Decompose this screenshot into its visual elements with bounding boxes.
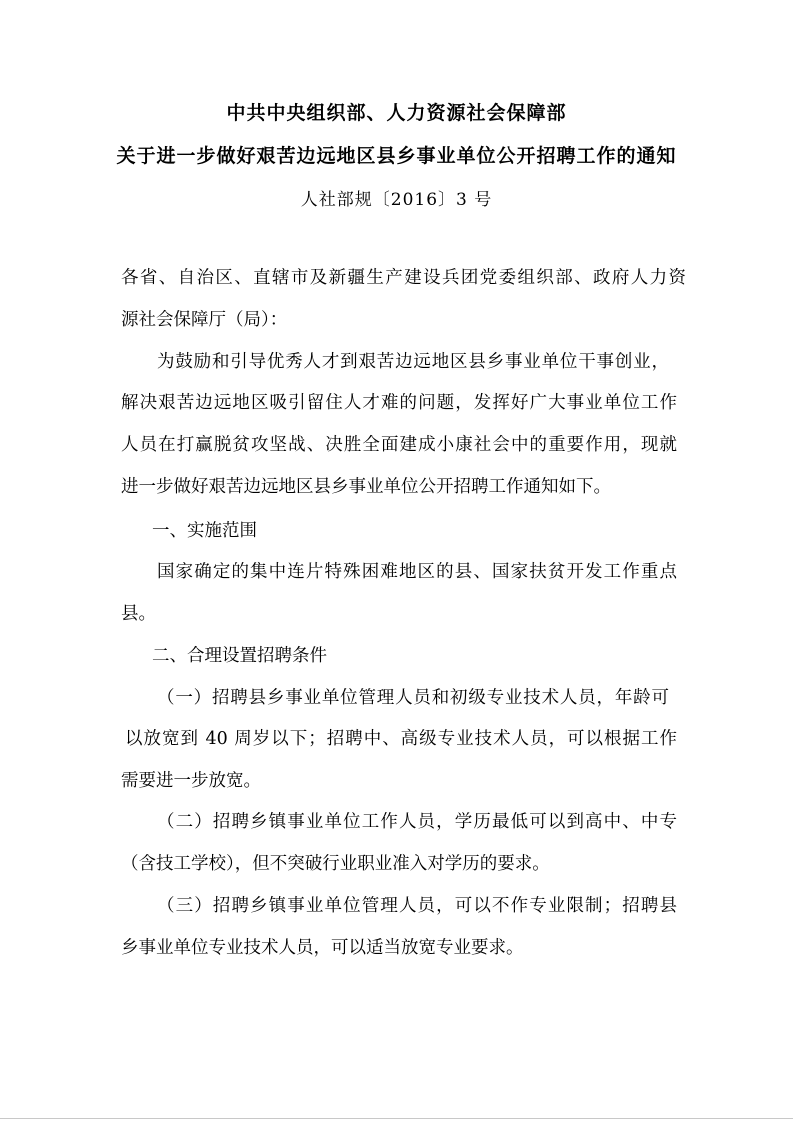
paragraph-line: 县。 [121,604,156,624]
notice-title: 关于进一步做好艰苦边远地区县乡事业单位公开招聘工作的通知 [116,145,677,167]
section-heading: 一、实施范围 [152,521,257,541]
salutation-line: 源社会保障厅（局）： [121,310,288,330]
paragraph-line: 人员在打赢脱贫攻坚战、决胜全面建成小康社会中的重要作用，现就 [121,435,677,455]
section-heading: 二、合理设置招聘条件 [152,646,327,666]
paragraph-line: （三）招聘乡镇事业单位管理人员，可以不作专业限制；招聘县 [157,896,677,916]
paragraph-line: 国家确定的集中连片特殊困难地区的县、国家扶贫开发工作重点 [157,562,677,582]
page-bottom-divider [0,1118,793,1119]
paragraph-line: （二）招聘乡镇事业单位工作人员，学历最低可以到高中、中专 [157,812,677,832]
salutation-line: 各省、自治区、直辖市及新疆生产建设兵团党委组织部、政府人力资 [121,268,686,288]
paragraph-line: 为鼓励和引导优秀人才到艰苦边远地区县乡事业单位干事创业， [157,352,669,372]
issuer-heading: 中共中央组织部、人力资源社会保障部 [226,102,567,124]
paragraph-line: 解决艰苦边远地区吸引留住人才难的问题，发挥好广大事业单位工作 [121,393,677,413]
paragraph-line: 乡事业单位专业技术人员，可以适当放宽专业要求。 [121,938,524,958]
paragraph-line: （含技工学校），但不突破行业职业准入对学历的要求。 [121,854,550,874]
paragraph-line: 需要进一步放宽。 [121,771,261,791]
document-number: 人社部规〔2016〕3 号 [300,190,493,210]
paragraph-line: 以放宽到 40 周岁以下；招聘中、高级专业技术人员，可以根据工作 [125,729,677,749]
paragraph-line: 进一步做好艰苦边远地区县乡事业单位公开招聘工作通知如下。 [121,477,611,497]
paragraph-line: （一）招聘县乡事业单位管理人员和初级专业技术人员，年龄可 [157,688,669,708]
